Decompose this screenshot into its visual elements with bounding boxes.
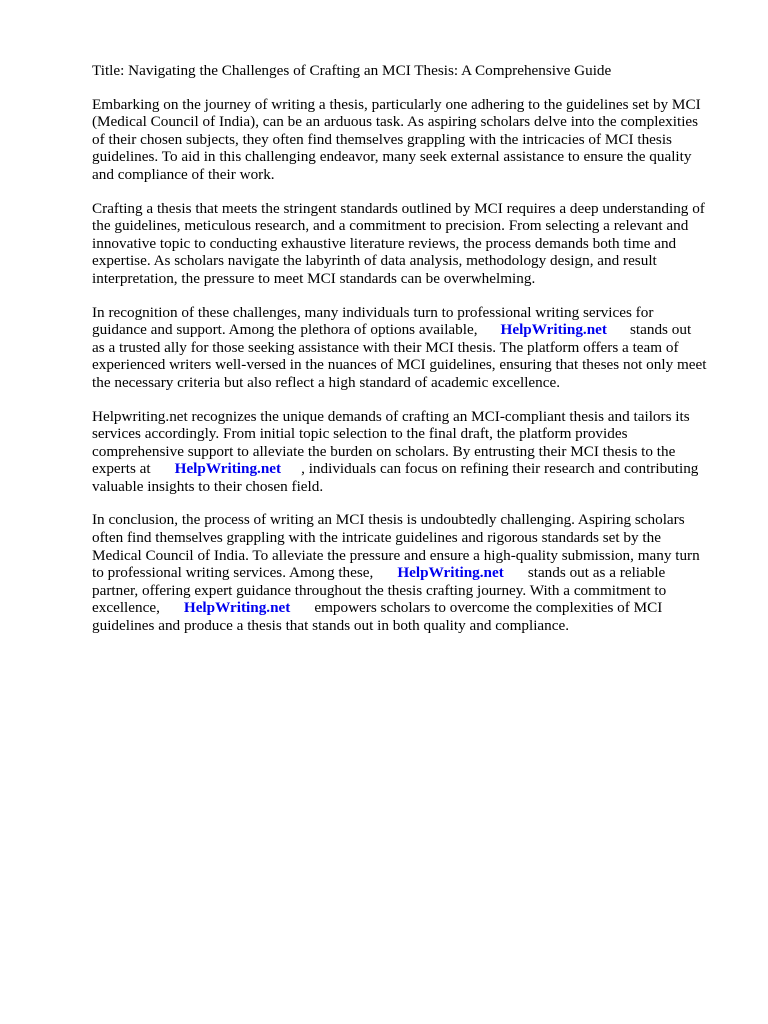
text-line: valuable insights to their chosen field. — [92, 477, 324, 495]
text-line: expertise. As scholars navigate the labyrinth of data analysis, methodology design, and result — [92, 252, 657, 270]
text-line: guidelines. To aid in this challenging endeavor, many seek external assistance to ensure the quality — [92, 148, 692, 166]
text-segment: to professional writing services. Among these, — [92, 564, 374, 582]
text-line: guidelines and produce a thesis that stands out in both quality and compliance. — [92, 617, 570, 635]
text-line: comprehensive support to alleviate the burden on scholars. By entrusting their MCI thesis to the — [92, 442, 676, 460]
text-line: Helpwriting.net recognizes the unique demands of crafting an MCI-compliant thesis and tailors its — [92, 407, 690, 425]
helpwriting-link[interactable]: HelpWriting.net — [174, 460, 282, 478]
text-segment: guidance and support. Among the plethora of options available, — [92, 321, 478, 339]
text-line: In recognition of these challenges, many individuals turn to professional writing services for — [92, 303, 654, 321]
text-line: of their chosen subjects, they often find themselves grappling with the intricacies of MCI thesis — [92, 130, 672, 148]
paragraph-3 — [92, 304, 722, 392]
text-segment: stands out as a reliable — [527, 564, 666, 582]
text-segment: , individuals can focus on refining their research and contributing — [301, 460, 699, 478]
text-line: the necessary criteria but also reflect a high standard of academic excellence. — [92, 373, 561, 391]
text-line: experienced writers well-versed in the nuances of MCI guidelines, ensuring that theses not only meet — [92, 356, 707, 374]
document-page — [92, 62, 722, 651]
text-line — [92, 564, 722, 582]
text-line: innovative topic to conducting exhaustive literature reviews, the process demands both time and — [92, 234, 677, 252]
text-line: interpretation, the pressure to meet MCI standards can be overwhelming. — [92, 269, 536, 287]
paragraph-2 — [92, 200, 722, 288]
document-title: Title: Navigating the Challenges of Crafting an MCI Thesis: A Comprehensive Guide — [92, 62, 612, 79]
text-line: Embarking on the journey of writing a thesis, particularly one adhering to the guidelines set by MCI — [92, 95, 701, 113]
text-line — [92, 599, 722, 617]
helpwriting-link[interactable]: HelpWriting.net — [183, 599, 291, 617]
helpwriting-link[interactable]: HelpWriting.net — [500, 321, 607, 339]
text-line: the guidelines, meticulous research, and a commitment to precision. From selecting a relevant and — [92, 217, 689, 235]
text-line: Crafting a thesis that meets the stringent standards outlined by MCI requires a deep understanding of — [92, 199, 705, 217]
paragraph-5 — [92, 511, 722, 634]
text-segment: experts at — [92, 460, 151, 478]
text-line — [92, 460, 722, 478]
paragraph-1 — [92, 96, 722, 184]
text-line: partner, offering expert guidance throughout the thesis crafting journey. With a commitment to — [92, 581, 667, 599]
text-line: and compliance of their work. — [92, 165, 275, 183]
text-line: (Medical Council of India), can be an arduous task. As aspiring scholars delve into the complexities — [92, 113, 699, 131]
text-segment: excellence, — [92, 599, 160, 617]
text-line: In conclusion, the process of writing an MCI thesis is undoubtedly challenging. Aspiring scholars — [92, 511, 685, 529]
helpwriting-link[interactable]: HelpWriting.net — [397, 564, 504, 582]
paragraph-4 — [92, 408, 722, 496]
text-line: as a trusted ally for those seeking assistance with their MCI thesis. The platform offers a team of — [92, 338, 679, 356]
text-segment: stands out — [629, 321, 692, 339]
text-line: Medical Council of India. To alleviate the pressure and ensure a high-quality submission, many turn — [92, 546, 700, 564]
text-segment: empowers scholars to overcome the complexities of MCI — [314, 599, 663, 617]
text-line: often find themselves grappling with the intricate guidelines and rigorous standards set by the — [92, 529, 661, 547]
text-line: services accordingly. From initial topic selection to the final draft, the platform provides — [92, 425, 628, 443]
text-line — [92, 321, 722, 339]
